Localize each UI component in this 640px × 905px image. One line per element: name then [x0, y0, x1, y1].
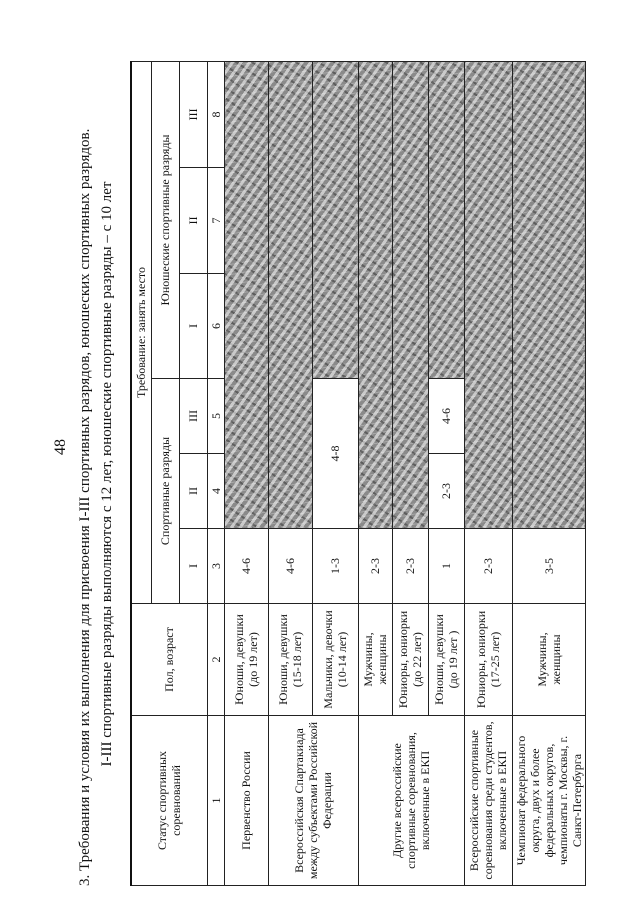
- page-number: 48: [52, 439, 69, 455]
- gender-cell: Юниоры, юниорки (до 22 лет): [392, 604, 428, 716]
- shaded-cell: [428, 62, 464, 379]
- col-number-2: 2: [207, 604, 224, 716]
- header-youth-rank-3: III: [179, 62, 207, 168]
- shaded-cell: [392, 62, 428, 529]
- table-row: [224, 62, 268, 886]
- requirements-table: [130, 62, 584, 886]
- header-rank-3: III: [179, 379, 207, 454]
- header-youth-rank-1: I: [179, 274, 207, 379]
- col-number-5: 5: [207, 379, 224, 454]
- status-cell: Другие всероссийские спортивные соревнования, включенные в ЕКП: [358, 716, 464, 886]
- rank-3-cell: 4-6: [428, 379, 464, 454]
- col-number-7: 7: [207, 168, 224, 274]
- rank-2-cell: 2-3: [428, 454, 464, 529]
- status-cell: Первенство России: [224, 716, 268, 886]
- header-gender-age: Пол, возраст: [131, 604, 207, 716]
- shaded-cell: [268, 62, 312, 529]
- rank-1-cell: 2-3: [392, 529, 428, 604]
- header-sport-ranks: Спортивные разряды: [151, 379, 179, 604]
- col-number-8: 8: [207, 62, 224, 168]
- rank-1-cell: 2-3: [464, 529, 512, 604]
- table-row: [464, 62, 512, 886]
- gender-cell: Мальчики, девочки (10-14 лет): [312, 604, 358, 716]
- col-number-1: 1: [207, 716, 224, 886]
- table-row: [512, 62, 585, 886]
- header-rank-1: I: [179, 529, 207, 604]
- header-status: Статус спортивных соревнований: [131, 716, 207, 886]
- shaded-cell: [464, 62, 512, 529]
- rank-1-cell: 4-6: [224, 529, 268, 604]
- shaded-cell: [512, 62, 585, 529]
- col-number-4: 4: [207, 454, 224, 529]
- gender-cell: Мужчины, женщины: [512, 604, 585, 716]
- table-row: [268, 62, 312, 886]
- rank-1-cell: 3-5: [512, 529, 585, 604]
- rank-1-cell: 2-3: [358, 529, 392, 604]
- gender-cell: Юноши, девушки (15-18 лет): [268, 604, 312, 716]
- table-row: [358, 62, 392, 886]
- col-number-6: 6: [207, 274, 224, 379]
- gender-cell: Юноши, девушки (до 19 лет): [224, 604, 268, 716]
- shaded-cell: [224, 62, 268, 529]
- section-heading: 3. Требования и условия их выполнения для присвоения I-III спортивных разрядов, юношеских спортивных разрядов.: [77, 128, 93, 886]
- gender-cell: Юниоры, юниорки (17-25 лет): [464, 604, 512, 716]
- rotated-page-content: [76, 62, 584, 886]
- col-number-3: 3: [207, 529, 224, 604]
- rank-1-cell: 1-3: [312, 529, 358, 604]
- status-cell: Всероссийская Спартакиада между субъектами Российской Федерации: [268, 716, 358, 886]
- gender-cell: Юноши, девушки (до 19 лет ): [428, 604, 464, 716]
- shaded-cell: [358, 62, 392, 529]
- header-youth-ranks: Юношеские спортивные разряды: [151, 62, 179, 379]
- status-cell: Всероссийские спортивные соревнования среди студентов, включенные в ЕКП: [464, 716, 512, 886]
- rank-2-3-cell: 4-8: [312, 379, 358, 529]
- status-cell: Чемпионат федерального округа, двух и более федеральных округов, чемпионаты г. Москвы, г. Санкт-Петербурга: [512, 716, 585, 886]
- gender-cell: Мужчины, женщины: [358, 604, 392, 716]
- rank-1-cell: 4-6: [268, 529, 312, 604]
- shaded-cell: [312, 62, 358, 379]
- header-requirement: Требование: занять место: [131, 62, 151, 604]
- header-rank-2: II: [179, 454, 207, 529]
- rank-1-cell: 1: [428, 529, 464, 604]
- section-subheading: I-III спортивные разряды выполняются с 12 лет, юношеские спортивные разряды – с 10 лет: [99, 181, 115, 767]
- header-youth-rank-2: II: [179, 168, 207, 274]
